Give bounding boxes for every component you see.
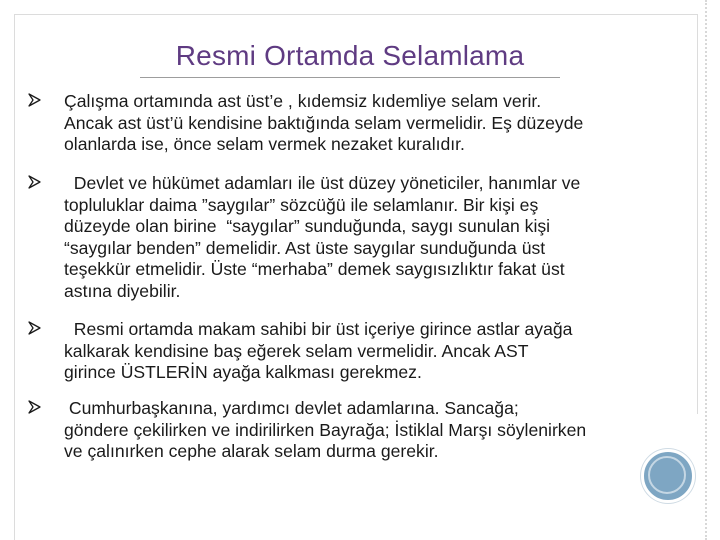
slide-title: Resmi Ortamda Selamlama — [175, 40, 525, 71]
bullet-line: topluluklar daima ”saygılar” sözcüğü ile selamlanır. Bir kişi eş — [64, 194, 539, 215]
frame-right-line — [697, 14, 698, 414]
title-underline — [140, 77, 560, 78]
circle-ornament-ring — [648, 456, 686, 494]
arrowhead-bullet-icon — [28, 93, 41, 107]
bullet-line: göndere çekilirken ve indirilirken Bayrağa; İstiklal Marşı söylenirken — [64, 419, 587, 440]
dotted-border-line — [705, 0, 707, 540]
bullet-line: teşekkür etmelidir. Üste “merhaba” demek saygısızlıktır fakat üst — [64, 259, 565, 279]
bullet-line: Resmi ortamda makam sahibi bir üst içeriye girince astlar ayağa — [64, 319, 573, 339]
frame-left-line — [14, 14, 15, 540]
bullet-line: ve çalınırken cephe alarak selam durma gerekir. — [64, 441, 439, 461]
arrowhead-bullet-icon — [28, 400, 41, 414]
bullet-line: Çalışma ortamında ast üst’e , kıdemsiz kıdemliye selam verir. — [64, 91, 542, 111]
circle-ornament-icon — [641, 449, 695, 503]
bullet-line: “saygılar benden” demelidir. Ast üste saygılar sunduğunda üst — [64, 237, 546, 258]
bullet-line: olanlarda ise, önce selam vermek nezaket kuralıdır. — [64, 134, 465, 154]
bullet-line: kalkarak kendisine baş eğerek selam vermelidir. Ancak AST — [64, 340, 529, 361]
bullet-line: Ancak ast üst’ü kendisine baktığında selam vermelidir. Eş düzeyde — [64, 112, 584, 133]
bullet-text — [64, 398, 694, 463]
bullet-line: astına diyebilir. — [64, 280, 181, 301]
arrowhead-bullet-icon — [28, 175, 41, 189]
bullet-text — [64, 91, 694, 156]
bullet-text — [64, 173, 694, 302]
bullet-text — [64, 319, 694, 384]
bullet-line: Cumhurbaşkanına, yardımcı devlet adamlarına. Sancağa; — [64, 398, 519, 418]
frame-top-line — [14, 14, 697, 15]
bullet-line: girince ÜSTLERİN ayağa kalkması gerekmez. — [64, 362, 422, 382]
arrowhead-bullet-icon — [28, 321, 41, 335]
bullet-line: düzeyde olan birine “saygılar” sunduğunda, saygı sunulan kişi — [64, 216, 551, 236]
bullet-line: Devlet ve hükümet adamları ile üst düzey yöneticiler, hanımlar ve — [64, 173, 581, 193]
